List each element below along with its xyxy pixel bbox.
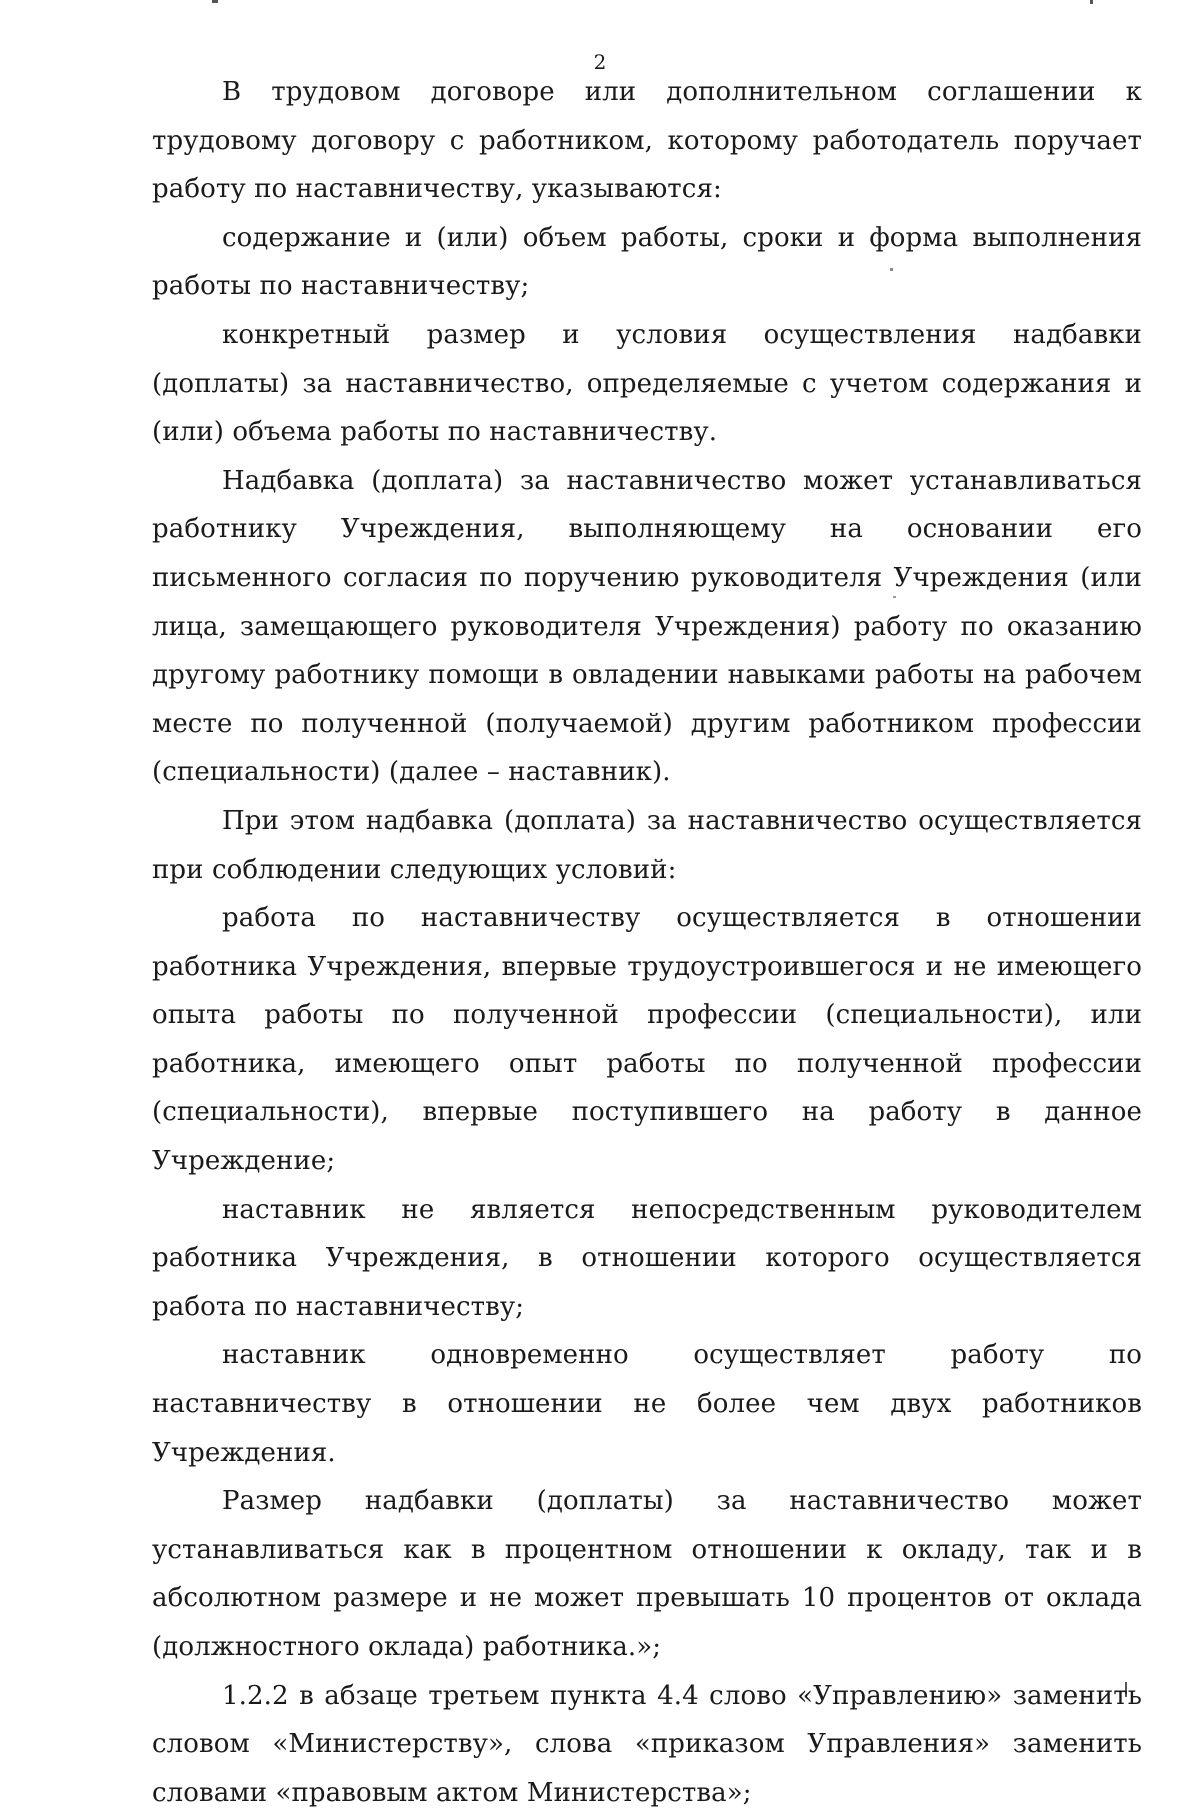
- paragraph-allowance-limit: Размер надбавки (доплаты) за наставничество может устанавливаться как в процентном отношении к окладу, так и в абсолютном размере и не может превышать 10 процентов от оклада (должностного оклада) работника.»;: [152, 1486, 1142, 1662]
- document-body: [152, 68, 1142, 1817]
- paragraph-allowance-definition: Надбавка (доплата) за наставничество может устанавливаться работнику Учреждения, выполняющему на основании его письменного согласия по поручению руководителя Учреждения (или лица, замещающего руководителя Учреждения) работу по оказанию другому работнику помощи в овладении навыками работы на рабочем месте по полученной (получаемой) другим работником профессии (специальности) (далее – наставник).: [152, 465, 1142, 788]
- paragraph-allowance-size: конкретный размер и условия осуществления надбавки (доплаты) за наставничество, определяемые с учетом содержания и (или) объема работы по наставничеству.: [152, 319, 1142, 448]
- paragraph-scope-of-work: содержание и (или) объем работы, сроки и форма выполнения работы по наставничеству;: [152, 222, 1142, 302]
- scan-artifact-mark: [1090, 0, 1093, 4]
- scan-artifact-mark: [212, 0, 218, 3]
- page-number: 2: [593, 50, 607, 74]
- paragraph-amendment-1-2-2: 1.2.2 в абзаце третьем пункта 4.4 слово «Управлению» заменить словом «Министерству», слова «приказом Управления» заменить словами «правовым актом Министерства»;: [152, 1680, 1142, 1808]
- paragraph-condition-new-employee: работа по наставничеству осуществляется в отношении работника Учреждения, впервые трудоустроившегося и не имеющего опыта работы по полученной профессии (специальности), или работника, имеющего опыт работы по полученной профессии (специальности), впервые поступившего на работу в данное Учреждение;: [152, 903, 1142, 1177]
- paragraph-contract-terms: В трудовом договоре или дополнительном соглашении к трудовому договору с работником, которому работодатель поручает работу по наставничеству, указываются:: [152, 77, 1142, 205]
- paragraph-condition-not-supervisor: наставник не является непосредственным руководителем работника Учреждения, в отношении которого осуществляется работа по наставничеству;: [152, 1194, 1142, 1322]
- paragraph-conditions-intro: При этом надбавка (доплата) за наставничество осуществляется при соблюдении следующих условий:: [152, 805, 1142, 885]
- paragraph-condition-two-employees: наставник одновременно осуществляет работу по наставничеству в отношении не более чем двух работников Учреждения.: [152, 1340, 1142, 1468]
